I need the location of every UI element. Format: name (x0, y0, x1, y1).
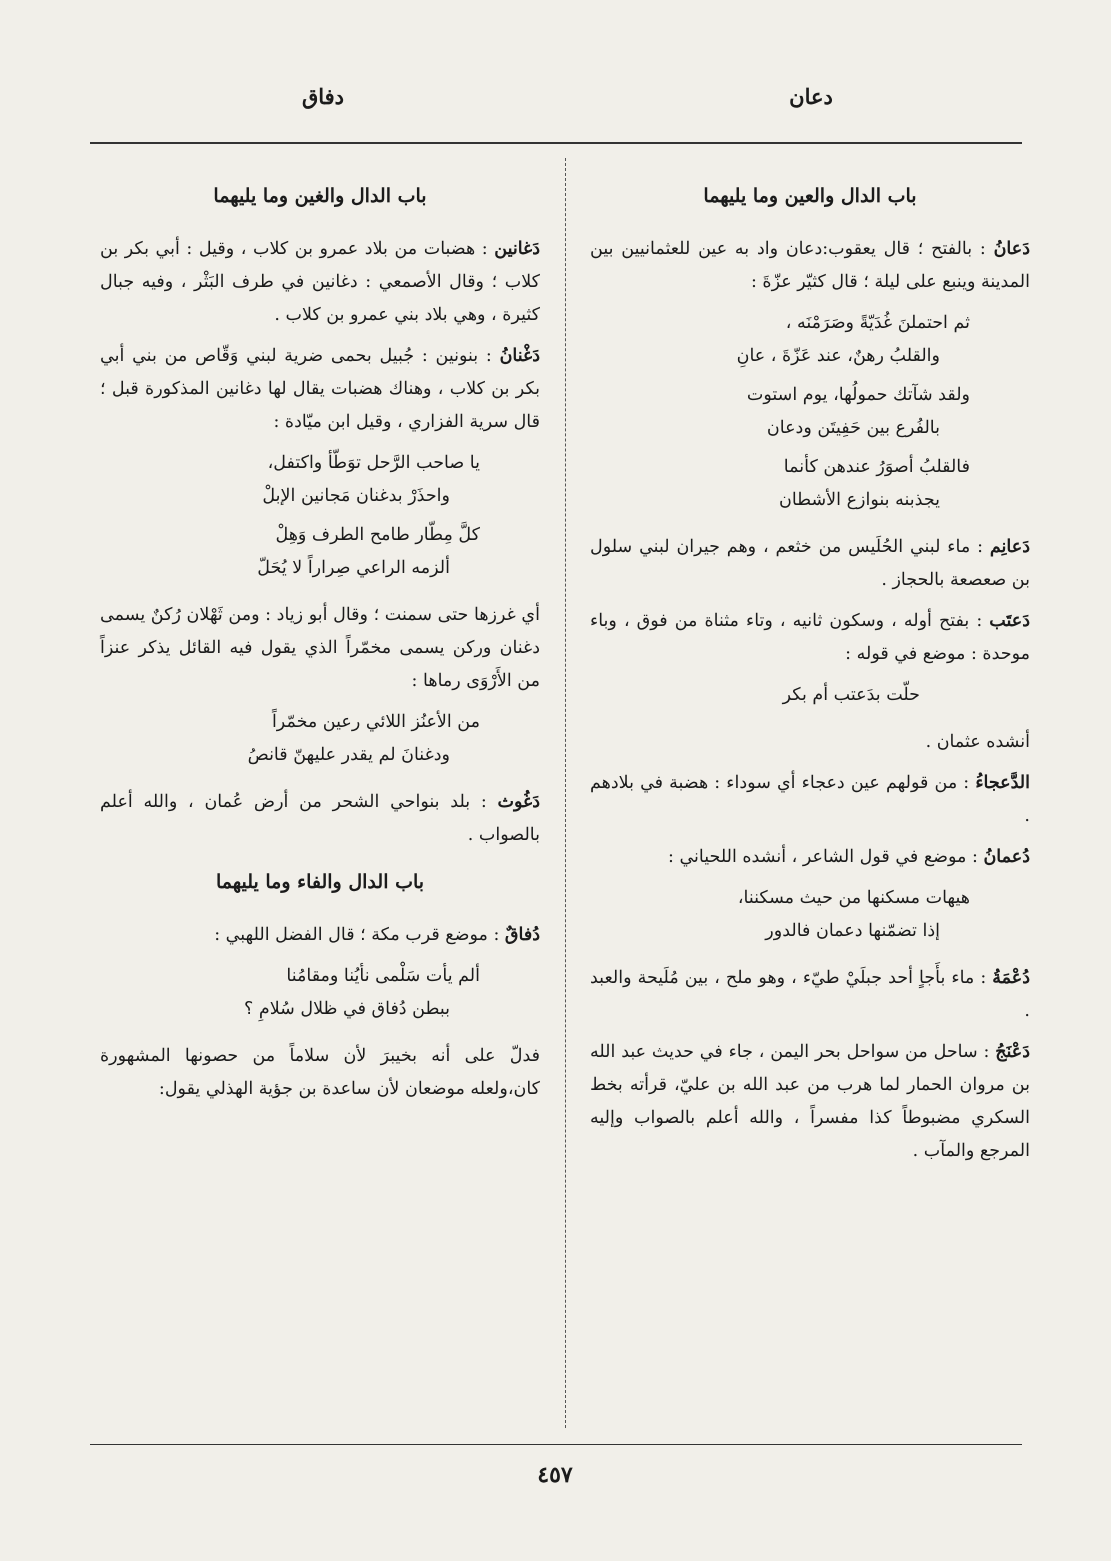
verse-line: ألزمه الراعي صِراراً لا يُحَلّ (257, 558, 450, 578)
verse-line: والقلبُ رهنٌ، عند عَزّةَ ، عانِ (736, 346, 940, 366)
entry-dufaq (100, 919, 540, 952)
chapter-heading: باب الدال والفاء وما يليهما (215, 871, 425, 893)
entry-note: أنشده عثمان . (925, 732, 1030, 752)
headword: دُفاقٌ (504, 925, 540, 945)
entry-text: : هضبات من بلاد عمرو بن كلاب ، وقيل : أبي بكر بن كلاب ؛ وقال الأصمعي : دغانين في طرف البَثْر ، وفيه جبال كثيرة ، وهي بلاد بني عمرو بن كلاب . (100, 239, 540, 325)
verse-line: واحذَرْ بدغنان مَجانين الإبلْ (262, 486, 450, 506)
entry-text: : بالفتح ؛ قال يعقوب:دعان واد به عين للعثمانيين بين المدينة وينبع على ليلة ؛ قال كثيّر عزّةَ : (590, 239, 1030, 292)
entry-daghnan (100, 340, 540, 439)
running-head-right: دعان (789, 84, 833, 109)
entry-daghanin (100, 233, 540, 332)
headword: دَغُوث (497, 792, 540, 812)
entry-text: : ساحل من سواحل بحر اليمن ، جاء في حديث عبد الله بن مروان الحمار لما هرب من عبد الله بن عليّ، قرأته بخط السكري مضبوطاً كذا مفسراً ، والله أعلم بالصواب وإليه المرجع والمآب . (590, 1042, 1030, 1161)
verse-line: يا صاحب الرَّحل توَطّأ واكتفل، (267, 453, 480, 473)
verse-line: حلّت بدَعتب أم بكر (782, 685, 920, 705)
headword: دَعانُ (993, 239, 1030, 259)
headword: الدَّعجاءُ (975, 773, 1030, 793)
entry-daan (590, 233, 1030, 299)
verse-line: بالفُرع بين حَفِيتَن ودعان (766, 418, 940, 438)
verse-line: ودغنانَ لم يقدر عليهنّ قانصُ (247, 745, 450, 765)
entry-text: : من قولهم عين دعجاء أي سوداء : هضبة في بلادهم . (590, 773, 1030, 826)
entry-text: : موضع قرب مكة ؛ قال الفضل اللهبي : (214, 925, 505, 945)
verse-line: فالقلبُ أصوَرُ عندهن كأنما (783, 457, 970, 477)
verse-line: ببطن دُفاق في ظلال سُلامِ ؟ (244, 999, 450, 1019)
headword: دَعتَب (989, 611, 1030, 631)
entry-text: : بفتح أوله ، وسكون ثانيه ، وتاء مثناة من فوق ، وباء موحدة : موضع في قوله : (590, 611, 1030, 664)
verse-block (100, 706, 540, 772)
entry-danaj (590, 1036, 1030, 1168)
entry-dumaan (590, 841, 1030, 874)
verse-block (590, 307, 1030, 517)
verse-block (590, 679, 1030, 712)
entry-text-continued: أي غرزها حتى سمنت ؛ وقال أبو زياد : ومن ثَهْلان رُكنٌ يسمى دغنان وركن يسمى مخمّراً الذي يقول فيه القائل يذكر عنزاً من الأَرْوَى رماها : (100, 605, 540, 691)
chapter-heading: باب الدال والعين وما يليهما (703, 185, 917, 207)
chapter-heading: باب الدال والغين وما يليهما (213, 185, 427, 207)
verse-line: إذا تضمّنها دعمان فالدور (765, 921, 940, 941)
entry-text-continued: فدلّ على أنه بخيبرَ لأن سلاماً من حصونها المشهورة كان،ولعله موضعان لأن ساعدة بن جؤية الهذلي يقول: (100, 1046, 540, 1099)
left-column (100, 166, 540, 1114)
right-column (590, 166, 1030, 1176)
entry-datab (590, 605, 1030, 671)
running-head-left: دفاق (301, 84, 345, 109)
headword: دَعانِم (989, 537, 1030, 557)
verse-block (100, 447, 540, 585)
entry-daghuth (100, 786, 540, 852)
entry-text: : ماء بأَجاٍ أحد جبلَيْ طيّء ، وهو ملح ، بين مُلَيحة والعبد . (590, 968, 1030, 1021)
verse-line: هيهات مسكنها من حيث مسكننا، (737, 888, 970, 908)
verse-line: ثم احتملنَ غُدَيّةً وصَرَمْنَه ، (785, 313, 970, 333)
header-rule (90, 142, 1022, 144)
footer-rule (90, 1444, 1022, 1445)
entry-daanim (590, 531, 1030, 597)
entry-text: : ماء لبني الحُلَيس من خثعم ، وهم جيران لبني سلول بن صعصعة بالحجاز . (590, 537, 1030, 590)
page-number: ٤٥٧ (537, 1462, 573, 1488)
verse-line: من الأعنُز اللائي رعين مخمّراً (271, 712, 480, 732)
headword: دَغْنانُ (499, 346, 540, 366)
verse-line: كلَّ مِطّار طامح الطرف وَهِلْ (275, 525, 480, 545)
headword: دُعْمَةُ (992, 968, 1030, 988)
verse-line: ولقد شآتك حمولُها، يوم استوت (746, 385, 970, 405)
column-divider (565, 158, 566, 1428)
verse-line: ألم يأت سَلْمى نأيُنا ومقامُنا (286, 966, 480, 986)
entry-text: : موضع في قول الشاعر ، أنشده اللحياني : (668, 847, 984, 867)
entry-text: : بلد بنواحي الشحر من أرض عُمان ، والله أعلم بالصواب . (100, 792, 540, 845)
entry-text: : بنونين : جُبيل بحمى ضرية لبني وَقّاص من بني أبي بكر بن كلاب ، وهناك هضبات يقال لها دغانين المذكورة قبل ؛ قال سرية الفزاري ، وقيل ابن ميّادة : (100, 346, 540, 432)
headword: دَغانين (494, 239, 540, 259)
headword: دَعْنَجُ (995, 1042, 1030, 1062)
entry-dumah (590, 962, 1030, 1028)
verse-line: يجذبنه بنوازع الأشطان (778, 490, 940, 510)
entry-dajaa (590, 767, 1030, 833)
verse-block (590, 882, 1030, 948)
verse-block (100, 960, 540, 1026)
headword: دُعمانُ (983, 847, 1030, 867)
